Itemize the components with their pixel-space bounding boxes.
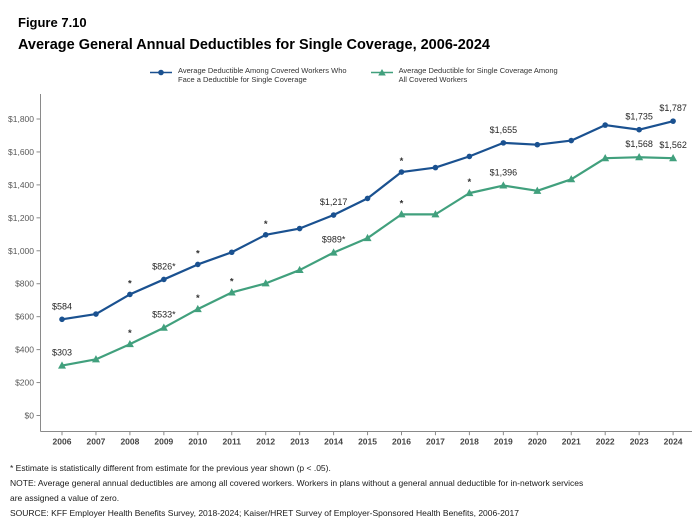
x-tick-label: 2016: [392, 436, 411, 447]
data-point: [602, 122, 608, 128]
data-label: $303: [51, 347, 73, 358]
y-tick-label: $1,400: [8, 179, 34, 190]
y-tick-label: $1,600: [8, 146, 34, 157]
data-point: [161, 277, 167, 283]
data-point: [501, 140, 507, 146]
series-triangle: [52, 139, 687, 368]
legend-label: Average Deductible Among Covered Workers Who Face a Deductible for Single Coverage: [178, 66, 347, 84]
x-tick-label: 2008: [120, 436, 140, 447]
x-tick-label: 2022: [595, 436, 615, 447]
data-point: [263, 232, 269, 238]
data-point: [636, 127, 642, 133]
x-tick-label: 2013: [290, 436, 310, 447]
significance-asterisk: *: [128, 328, 132, 340]
y-tick-label: $1,200: [8, 212, 34, 223]
significance-asterisk: *: [195, 293, 200, 305]
footnote-significance: * Estimate is statistically different from estimate for the previous year shown (p < .05).: [10, 463, 331, 473]
footnote-source: SOURCE: KFF Employer Health Benefits Survey, 2018-2024; Kaiser/HRET Survey of Employer-Sponsored Health Benefits, 2006-2017: [10, 508, 519, 518]
data-point: [467, 154, 473, 160]
data-label: $533*: [152, 309, 176, 320]
significance-asterisk: *: [399, 156, 404, 168]
x-tick-label: 2007: [86, 436, 106, 447]
legend-label: Average Deductible for Single Coverage Among All Covered Workers: [398, 66, 558, 84]
significance-asterisk: *: [229, 276, 234, 288]
data-point: [670, 118, 676, 124]
data-label: $584: [51, 301, 73, 312]
x-tick-label: 2015: [358, 436, 378, 447]
data-point: [535, 142, 541, 148]
data-point: [93, 311, 99, 317]
x-tick-label: 2021: [561, 436, 581, 447]
x-tick-label: 2009: [154, 436, 174, 447]
data-label: $1,735: [625, 111, 653, 122]
significance-asterisk: *: [195, 248, 200, 260]
axes: [8, 94, 692, 447]
data-point: [568, 138, 574, 144]
x-tick-label: 2023: [629, 436, 649, 447]
data-label: $1,217: [319, 197, 348, 208]
x-tick-label: 2020: [527, 436, 547, 447]
x-tick-label: 2024: [663, 436, 683, 447]
x-tick-label: 2011: [222, 436, 241, 447]
x-tick-label: 2010: [188, 436, 208, 447]
significance-asterisk: *: [399, 198, 404, 210]
x-tick-label: 2012: [256, 436, 276, 447]
footnotes: [10, 461, 694, 521]
x-tick-label: 2014: [324, 436, 344, 447]
data-label: $826*: [152, 261, 176, 272]
y-tick-label: $1,800: [8, 114, 34, 124]
page-title: Average General Annual Deductibles for Single Coverage, 2006-2024: [18, 37, 490, 53]
data-point: [229, 249, 235, 255]
x-tick-label: 2006: [52, 436, 72, 447]
data-point: [127, 292, 133, 298]
data-point: [331, 212, 337, 218]
y-tick-label: $600: [15, 311, 34, 322]
footnote-note-line2: are assigned a value of zero.: [10, 493, 120, 503]
y-tick-label: $800: [15, 278, 34, 289]
significance-asterisk: *: [263, 218, 268, 230]
footnote-note-line1: NOTE: Average general annual deductibles are among all covered workers. Workers in plans without a general annual deductible for in-network services: [10, 478, 584, 488]
data-label: $1,396: [489, 167, 518, 178]
data-point: [399, 169, 405, 175]
data-point: [297, 226, 303, 232]
y-tick-label: $200: [15, 377, 34, 388]
x-tick-label: 2017: [425, 436, 445, 447]
significance-asterisk: *: [467, 177, 472, 189]
data-point: [365, 196, 371, 202]
series-circle: [52, 103, 687, 322]
data-point: [433, 165, 439, 171]
x-tick-label: 2019: [493, 436, 513, 447]
data-point: [59, 317, 65, 323]
data-label: $1,562: [659, 140, 687, 151]
data-label: $1,568: [625, 139, 653, 150]
y-tick-label: $400: [15, 344, 34, 355]
figure-label: Figure 7.10: [18, 15, 87, 30]
y-tick-label: $1,000: [8, 245, 34, 256]
significance-asterisk: *: [128, 278, 132, 290]
y-tick-label: $0: [24, 410, 34, 421]
x-tick-label: 2018: [459, 436, 479, 447]
data-label: $1,655: [489, 124, 518, 135]
data-label: $989*: [321, 234, 346, 245]
data-label: $1,787: [659, 103, 687, 114]
data-point: [195, 262, 201, 268]
